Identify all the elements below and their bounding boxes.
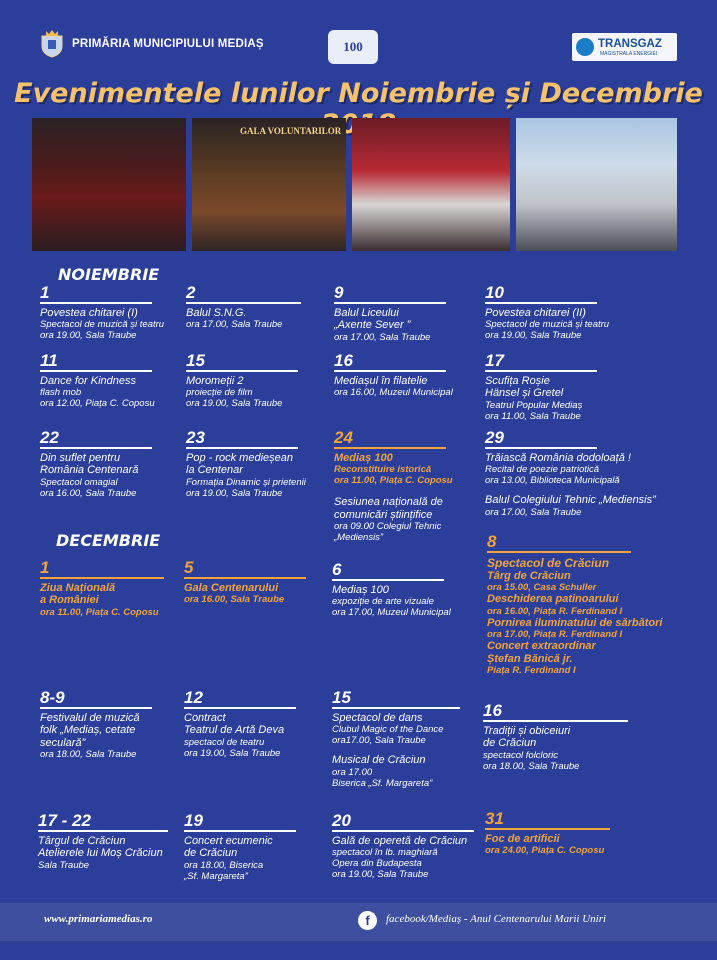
- event-detail: Teatrul Popular Mediaș: [485, 399, 583, 411]
- event-title: Balul S.N.G.: [186, 306, 247, 319]
- event-subitem-title: Deschiderea patinoarului: [487, 593, 619, 605]
- event-n16: [334, 351, 453, 398]
- event-venue: „Mediensis”: [334, 532, 384, 543]
- event-subitem-time: ora 16.00, Piața R. Ferdinand I: [487, 605, 623, 617]
- event-day: 29: [485, 428, 504, 447]
- event-day: 8-9: [40, 688, 65, 707]
- event-title-line2: a României: [40, 594, 99, 606]
- event-n1: [40, 283, 164, 341]
- event-day: 19: [184, 811, 203, 830]
- event-day: 17 - 22: [38, 811, 91, 830]
- event-title: Balul Liceului: [334, 306, 399, 319]
- event-detail: flash mob: [40, 387, 82, 398]
- transgaz-logo: [572, 33, 677, 61]
- event-n9: [334, 283, 446, 343]
- event-day: 12: [184, 688, 203, 707]
- event-time: ora 16.00, Muzeul Municipal: [334, 387, 453, 398]
- event-day: 9: [334, 283, 344, 302]
- event-title-line2: Teatrul de Artă Deva: [184, 724, 285, 736]
- event-title: Mediaș 100: [334, 451, 393, 464]
- event-day: 16: [334, 351, 353, 370]
- event-detail: expoziție de arte vizuale: [332, 596, 434, 607]
- event-time: ora 19.00, Sala Traube: [332, 869, 429, 880]
- event-d17-22: [38, 811, 168, 871]
- event-time: ora 17.00, Sala Traube: [485, 506, 582, 518]
- photo-folk-dancers: [32, 118, 186, 251]
- photo-winter-square: [516, 118, 677, 251]
- event-day: 16: [483, 701, 502, 720]
- event-d19: [184, 811, 296, 882]
- event-time: ora 17.00: [332, 766, 373, 778]
- event-subitem-title: Târg de Crăciun: [487, 569, 571, 582]
- event-time: ora 11.00, Piața C. Coposu: [40, 606, 159, 618]
- event-venue: Biserica „Sf. Margareta”: [332, 777, 433, 789]
- event-title: Povestea chitarei (I): [40, 306, 138, 319]
- event-detail: Spectacol omagial: [40, 476, 118, 488]
- event-day: 23: [186, 428, 205, 447]
- event-detail: Formația Dinamic și prietenii: [186, 476, 306, 488]
- event-title: Din suflet pentru: [40, 451, 121, 464]
- event-d8: [487, 532, 662, 676]
- section-november: NOIEMBRIE: [58, 265, 160, 284]
- event-title-line2: Atelierele lui Moș Crăciun: [38, 847, 163, 859]
- event-n10: [485, 283, 609, 341]
- event-title-line2: la Centenar: [186, 464, 243, 476]
- event-day: 1: [40, 558, 50, 577]
- event-subitem-time: ora 17.00, Piața R. Ferdinand I: [487, 629, 623, 640]
- event-title-line2: „Axente Sever ”: [334, 319, 411, 331]
- page-title: Evenimentele lunilor Noiembrie și Decembrie: [14, 78, 703, 109]
- event-day: 5: [184, 558, 194, 577]
- event-d5: [184, 558, 306, 605]
- event-detail: spectacol în lb. maghiară: [332, 847, 438, 858]
- event-title: Gala Centenarului: [184, 581, 279, 594]
- event-n23: [186, 428, 306, 499]
- event-detail: spectacol de teatru: [184, 736, 265, 748]
- event-day: 31: [485, 809, 504, 828]
- event-time: ora 13.00, Biblioteca Municipală: [485, 475, 620, 486]
- event-d20: [332, 811, 474, 880]
- event-n29: [485, 428, 631, 486]
- transgaz-subtitle: MAGISTRALA ENERGIEI: [600, 51, 658, 57]
- event-subitem-title-line2: Ștefan Bănică jr.: [487, 652, 573, 665]
- event-subitem-time: ora 15.00, Casa Schuller: [487, 582, 597, 593]
- event-title: Spectacol de dans: [332, 711, 423, 724]
- event-title: Concert ecumenic: [184, 834, 273, 847]
- event-title: Târgul de Crăciun: [38, 834, 126, 847]
- event-time: ora17.00, Sala Traube: [332, 735, 426, 746]
- event-time: ora 16.00, Sala Traube: [40, 487, 137, 499]
- event-title: Mediaș 100: [332, 583, 389, 596]
- event-title: Moromeții 2: [186, 374, 244, 387]
- event-detail: Recital de poezie patriotică: [485, 464, 600, 475]
- event-title: Contract: [184, 711, 226, 724]
- event-time: ora 19.00, Sala Traube: [485, 330, 582, 341]
- event-day: 1: [40, 283, 50, 302]
- event-d31: [485, 809, 610, 856]
- event-subitem-title: Concert extraordinar: [487, 640, 596, 652]
- event-title: Spectacol de Crăciun: [487, 555, 610, 570]
- event-day: 2: [186, 283, 196, 302]
- event-time: ora 18.00, Sala Traube: [483, 760, 580, 772]
- event-time: ora 11.00, Sala Traube: [485, 410, 581, 422]
- gala-photo-text: GALA VOLUNTARILOR: [240, 126, 342, 136]
- event-time: ora 16.00, Sala Traube: [184, 594, 285, 605]
- event-title: Festivalul de muzică: [40, 711, 140, 724]
- facebook-link[interactable]: facebook/Mediaș - Anul Centenarului Marii Uniri: [386, 913, 607, 925]
- event-time: ora 17.00, Sala Traube: [186, 319, 283, 330]
- event-detail: Clubul Magic of the Dance: [332, 724, 444, 735]
- event-day: 11: [40, 351, 58, 370]
- event-day: 15: [332, 688, 351, 707]
- event-time: ora 24.00, Piața C. Coposu: [485, 845, 605, 856]
- website-link[interactable]: www.primariamedias.ro: [44, 913, 153, 925]
- event-n29-ball: [485, 494, 656, 518]
- event-title: Tradiții și obiceiuri: [483, 724, 571, 737]
- event-detail: spectacol folcloric: [483, 749, 558, 761]
- event-day: 20: [332, 811, 351, 830]
- event-title: Pop - rock medieșean: [186, 451, 293, 464]
- event-title: Balul Colegiului Tehnic „Mediensis”: [485, 494, 656, 506]
- section-december: DECEMBRIE: [56, 531, 161, 550]
- event-detail: Spectacol de muzică și teatru: [40, 319, 165, 330]
- event-n15: [186, 351, 298, 409]
- event-n22: [40, 428, 152, 499]
- event-n2: [186, 283, 301, 330]
- photo-santa: [352, 118, 510, 251]
- event-day: 8: [487, 532, 497, 551]
- event-d1: [40, 558, 164, 618]
- event-time: ora 18.00, Sala Traube: [40, 749, 137, 760]
- transgaz-name: TRANSGAZ: [598, 38, 662, 50]
- event-title: Gală de operetă de Crăciun: [332, 834, 468, 847]
- event-time: ora 18.00, Biserica: [184, 859, 264, 871]
- event-detail: Reconstituire istorică: [334, 464, 432, 475]
- event-day: 15: [186, 351, 205, 370]
- event-time: ora 17.00, Muzeul Municipal: [332, 607, 451, 618]
- event-title-line2: de Crăciun: [483, 737, 537, 749]
- event-title: Povestea chitarei (II): [485, 306, 586, 319]
- event-d6: [332, 560, 451, 618]
- event-title: Sesiunea națională de: [334, 496, 443, 508]
- event-n17: [485, 351, 597, 422]
- event-time: ora 11.00, Piața C. Coposu: [334, 475, 453, 486]
- event-title-line3: seculară”: [40, 736, 86, 749]
- transgaz-icon: [576, 38, 594, 56]
- event-time: ora 19.00, Sala Traube: [184, 747, 281, 759]
- event-title-line2: comunicări științifice: [334, 508, 433, 521]
- event-time: ora 09.00 Colegiul Tehnic: [334, 521, 442, 532]
- event-n24: [334, 428, 453, 486]
- event-venue: Sala Traube: [38, 859, 90, 871]
- event-time: ora 19.00, Sala Traube: [186, 487, 283, 499]
- event-venue: „Sf. Margareta”: [184, 870, 248, 882]
- event-subitem-time: Piața R. Ferdinand I: [487, 665, 576, 676]
- event-day: 10: [485, 283, 504, 302]
- event-title: Ziua Națională: [40, 581, 116, 594]
- event-time: ora 12.00, Piața C. Coposu: [40, 398, 155, 409]
- event-day: 22: [40, 428, 59, 447]
- event-title-line2: de Crăciun: [184, 847, 238, 859]
- event-detail: Spectacol de muzică și teatru: [485, 319, 610, 330]
- event-time: ora 19.00, Sala Traube: [186, 398, 283, 409]
- event-title: Dance for Kindness: [40, 374, 136, 387]
- event-d15: [332, 688, 460, 789]
- facebook-icon[interactable]: f: [358, 911, 377, 930]
- centenary-logo: 100: [328, 30, 378, 64]
- event-title-line2: România Centenară: [40, 464, 139, 476]
- event-detail: proiecție de film: [186, 387, 253, 398]
- event-title: Mediașul în filatelie: [334, 374, 428, 387]
- event-title-line2: Hänsel și Gretel: [485, 387, 564, 399]
- photo-volunteers-gala: [192, 118, 346, 251]
- event-time: ora 17.00, Sala Traube: [334, 331, 431, 343]
- event-subitem-title: Pornirea iluminatului de sărbători: [487, 616, 663, 629]
- event-day: 17: [485, 351, 504, 370]
- event-title: Trăiască România dodoloață !: [485, 451, 631, 464]
- municipality-title: PRIMĂRIA MUNICIPIULUI MEDIAȘ: [72, 38, 264, 50]
- event-title: Foc de artificii: [485, 832, 560, 845]
- event-d16: [483, 701, 628, 772]
- event-time: ora 19.00, Sala Traube: [40, 330, 137, 341]
- municipality-crest-icon: [40, 30, 64, 58]
- event-d12: [184, 688, 296, 759]
- event-day: 24: [334, 428, 353, 447]
- event-title-line2: folk „Mediaș, cetate: [40, 724, 136, 736]
- event-d8-9: [40, 688, 152, 760]
- event-detail: Opera din Budapesta: [332, 858, 422, 869]
- event-title: Musical de Crăciun: [332, 754, 426, 766]
- event-n24-session: [334, 496, 443, 543]
- event-n11: [40, 351, 155, 409]
- event-day: 6: [332, 560, 342, 579]
- event-title: Scufița Roșie: [485, 374, 550, 387]
